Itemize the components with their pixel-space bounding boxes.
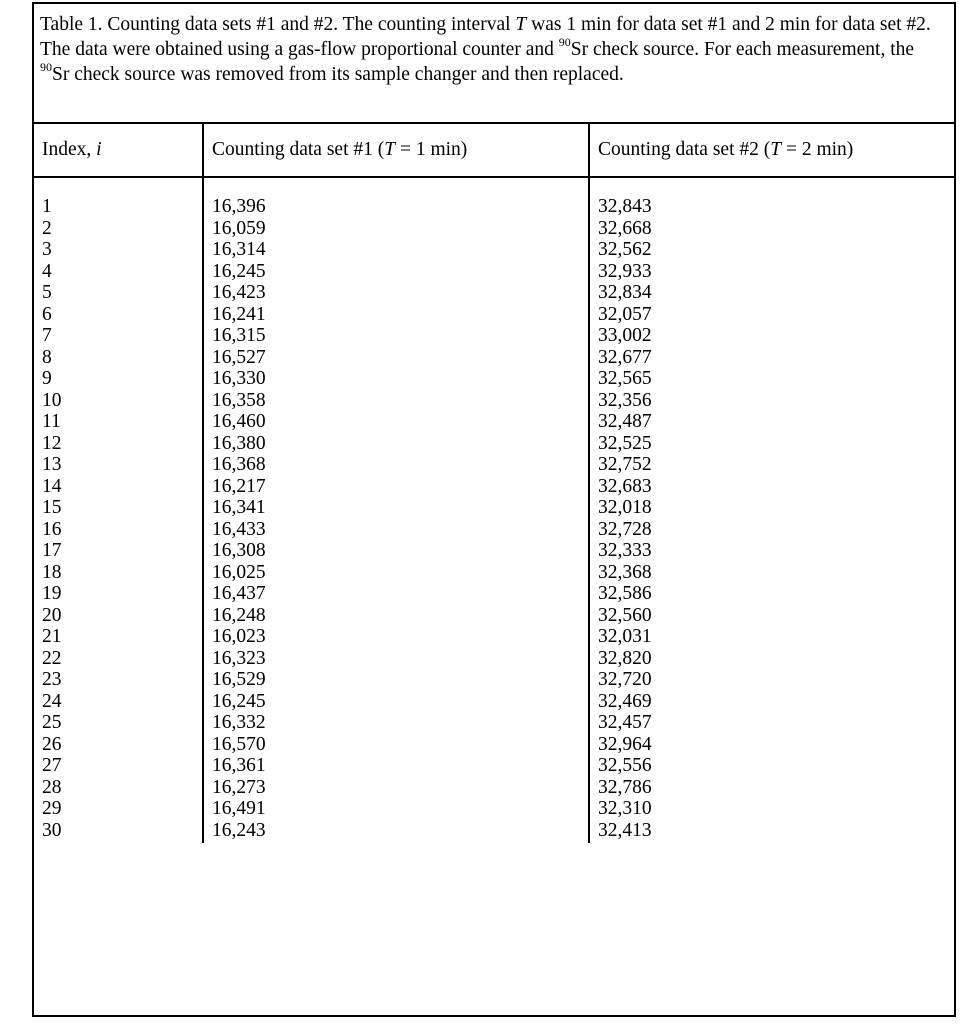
cell-set1: 16,323 [203, 648, 589, 670]
table-row [34, 347, 954, 369]
cell-set2: 32,683 [598, 475, 652, 497]
caption-text: Table 1. Counting data sets #1 and #2. The counting interval [40, 14, 516, 35]
cell-set2: 32,562 [598, 239, 652, 260]
header-set2 [589, 124, 954, 177]
table-row [34, 562, 954, 584]
cell-set1: 16,241 [203, 304, 589, 326]
cell-set2: 32,560 [598, 604, 652, 626]
cell-set2: 32,668 [598, 217, 652, 239]
header-set2-symbol: T [770, 139, 782, 160]
table-row [34, 433, 954, 455]
header-row [34, 124, 954, 177]
table-row [34, 583, 954, 605]
table-row [34, 325, 954, 347]
cell-index: 5 [34, 282, 203, 304]
cell-index: 17 [34, 540, 203, 562]
cell-index: 24 [34, 691, 203, 713]
table-row [34, 497, 954, 519]
caption-superscript: 90 [40, 59, 52, 74]
cell-set1: 16,491 [203, 798, 589, 820]
header-set1-symbol: T [384, 139, 396, 160]
cell-index: 4 [34, 261, 203, 283]
cell-index: 10 [34, 390, 203, 412]
cell-set2: 32,525 [598, 432, 652, 454]
header-index [34, 124, 203, 177]
table-row [34, 540, 954, 562]
header-set1 [203, 124, 589, 177]
cell-set2: 32,820 [598, 647, 652, 669]
caption-superscript: 90 [558, 34, 571, 49]
table-row [34, 218, 954, 240]
cell-index: 3 [34, 239, 203, 261]
cell-set1: 16,460 [203, 411, 589, 433]
table-caption [34, 4, 954, 124]
cell-index: 6 [34, 304, 203, 326]
table-row [34, 368, 954, 390]
counting-data-table [34, 124, 954, 843]
table-row [34, 820, 954, 844]
cell-set1: 16,308 [203, 540, 589, 562]
cell-index: 20 [34, 605, 203, 627]
table-row [34, 304, 954, 326]
table-row [34, 476, 954, 498]
header-index-label: Index, [42, 139, 97, 160]
cell-set2: 32,057 [598, 303, 652, 325]
cell-set2: 32,728 [598, 518, 652, 540]
header-set2-label: Counting data set #2 ( [598, 139, 771, 160]
cell-set1: 16,529 [203, 669, 589, 691]
cell-set1: 16,423 [203, 282, 589, 304]
cell-set1: 16,437 [203, 583, 589, 605]
cell-index: 15 [34, 497, 203, 519]
cell-set2: 32,964 [598, 733, 652, 755]
cell-set1: 16,527 [203, 347, 589, 369]
header-set2-suffix: = 2 min) [781, 139, 854, 160]
cell-set2: 32,565 [598, 368, 652, 389]
cell-index: 13 [34, 454, 203, 476]
table-row [34, 734, 954, 756]
cell-set1: 16,315 [203, 325, 589, 347]
cell-index: 21 [34, 626, 203, 648]
cell-set2: 33,002 [598, 325, 652, 346]
cell-index: 30 [34, 820, 203, 844]
cell-set1: 16,433 [203, 519, 589, 541]
cell-set2: 32,413 [598, 819, 652, 841]
cell-index: 25 [34, 712, 203, 734]
table-row [34, 390, 954, 412]
cell-set1: 16,248 [203, 605, 589, 627]
caption-symbol-t: T [515, 14, 527, 35]
table-row [34, 411, 954, 433]
table-row [34, 798, 954, 820]
cell-set2: 32,018 [598, 497, 652, 518]
cell-set2: 32,310 [598, 798, 652, 819]
table-row [34, 519, 954, 541]
cell-index: 1 [34, 177, 203, 218]
cell-set1: 16,341 [203, 497, 589, 519]
cell-set2: 32,786 [598, 776, 652, 798]
cell-index: 29 [34, 798, 203, 820]
cell-set1: 16,314 [203, 239, 589, 261]
caption-text: Sr check source. For each measurement, the [570, 39, 915, 60]
table-row [34, 755, 954, 777]
table-row [34, 177, 954, 218]
cell-set2: 32,677 [598, 346, 652, 368]
cell-index: 19 [34, 583, 203, 605]
cell-set1: 16,368 [203, 454, 589, 476]
cell-index: 7 [34, 325, 203, 347]
header-set1-suffix: = 1 min) [395, 139, 468, 160]
table-row [34, 605, 954, 627]
header-index-symbol: i [96, 139, 102, 160]
cell-set1: 16,025 [203, 562, 589, 584]
cell-set2: 32,031 [598, 626, 652, 647]
cell-set2: 32,368 [598, 561, 652, 583]
cell-set1: 16,245 [203, 691, 589, 713]
cell-index: 28 [34, 777, 203, 799]
cell-set2: 32,843 [598, 196, 652, 217]
table-row [34, 261, 954, 283]
cell-set1: 16,245 [203, 261, 589, 283]
cell-index: 27 [34, 755, 203, 777]
cell-index: 26 [34, 734, 203, 756]
cell-index: 23 [34, 669, 203, 691]
cell-set2: 32,834 [598, 282, 652, 303]
table-row [34, 626, 954, 648]
cell-set1: 16,059 [203, 218, 589, 240]
cell-index: 14 [34, 476, 203, 498]
cell-set2: 32,752 [598, 454, 652, 475]
cell-set1: 16,273 [203, 777, 589, 799]
cell-set2: 32,586 [598, 583, 652, 604]
cell-set2: 32,469 [598, 690, 652, 712]
header-set1-label: Counting data set #1 ( [212, 139, 385, 160]
cell-index: 18 [34, 562, 203, 584]
table-row [34, 282, 954, 304]
cell-index: 11 [34, 411, 203, 433]
table-frame [32, 2, 956, 1017]
caption-text: was 1 min for data set #1 and 2 min for data set #2. The data were obtained using a gas-flow proportional counter and [40, 14, 931, 60]
table-row [34, 454, 954, 476]
cell-set2: 32,356 [598, 389, 652, 411]
cell-set1: 16,243 [203, 820, 589, 844]
table-row [34, 648, 954, 670]
cell-index: 16 [34, 519, 203, 541]
cell-set1: 16,380 [203, 433, 589, 455]
caption-text: Sr check source was removed from its sample changer and then replaced. [52, 64, 624, 85]
cell-set1: 16,023 [203, 626, 589, 648]
cell-set1: 16,396 [203, 177, 589, 218]
cell-set2: 32,720 [598, 669, 652, 690]
cell-set1: 16,570 [203, 734, 589, 756]
cell-set1: 16,330 [203, 368, 589, 390]
cell-set1: 16,217 [203, 476, 589, 498]
cell-index: 2 [34, 218, 203, 240]
cell-index: 8 [34, 347, 203, 369]
table-row [34, 669, 954, 691]
cell-set2: 32,487 [598, 411, 652, 432]
table-row [34, 712, 954, 734]
cell-set1: 16,358 [203, 390, 589, 412]
cell-set1: 16,332 [203, 712, 589, 734]
cell-set2: 32,457 [598, 712, 652, 733]
table-row [34, 691, 954, 713]
table-row [34, 777, 954, 799]
cell-index: 12 [34, 433, 203, 455]
cell-index: 9 [34, 368, 203, 390]
cell-set1: 16,361 [203, 755, 589, 777]
cell-set2: 32,933 [598, 260, 652, 282]
cell-index: 22 [34, 648, 203, 670]
table-row [34, 239, 954, 261]
cell-set2: 32,556 [598, 755, 652, 776]
cell-set2: 32,333 [598, 540, 652, 561]
